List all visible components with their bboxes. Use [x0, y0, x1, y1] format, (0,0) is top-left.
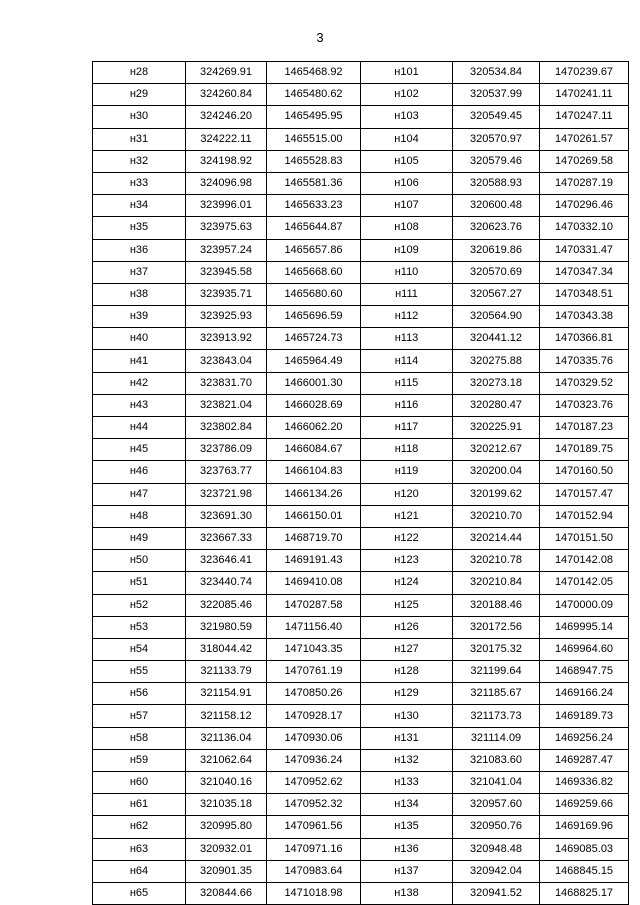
y-coord-right-cell: 1469166.24	[540, 683, 629, 705]
point-id-right-cell: н132	[361, 749, 453, 771]
y-coord-right-cell: 1470296.46	[540, 195, 629, 217]
point-id-left-cell: н41	[93, 350, 186, 372]
point-id-left-cell: н45	[93, 439, 186, 461]
x-coord-left-cell: 323831.70	[186, 372, 267, 394]
x-coord-left-cell: 323821.04	[186, 394, 267, 416]
y-coord-right-cell: 1469259.66	[540, 794, 629, 816]
x-coord-right-cell: 320210.78	[453, 550, 540, 572]
y-coord-left-cell: 1465964.49	[267, 350, 361, 372]
y-coord-left-cell: 1466062.20	[267, 417, 361, 439]
point-id-left-cell: н30	[93, 106, 186, 128]
point-id-right-cell: н125	[361, 594, 453, 616]
x-coord-left-cell: 323945.58	[186, 261, 267, 283]
y-coord-right-cell: 1470269.58	[540, 150, 629, 172]
x-coord-left-cell: 323975.63	[186, 217, 267, 239]
x-coord-left-cell: 323935.71	[186, 283, 267, 305]
page-number: 3	[316, 30, 324, 45]
table-row	[93, 172, 629, 194]
point-id-right-cell: н112	[361, 306, 453, 328]
table-row	[93, 794, 629, 816]
table-row	[93, 527, 629, 549]
x-coord-left-cell: 324260.84	[186, 84, 267, 106]
x-coord-right-cell: 320280.47	[453, 394, 540, 416]
point-id-left-cell: н57	[93, 705, 186, 727]
point-id-right-cell: н106	[361, 172, 453, 194]
y-coord-right-cell: 1470287.19	[540, 172, 629, 194]
table-row	[93, 217, 629, 239]
y-coord-left-cell: 1465515.00	[267, 128, 361, 150]
point-id-left-cell: н54	[93, 638, 186, 660]
point-id-right-cell: н119	[361, 461, 453, 483]
point-id-left-cell: н28	[93, 62, 186, 84]
point-id-right-cell: н121	[361, 505, 453, 527]
table-row	[93, 417, 629, 439]
y-coord-left-cell: 1466150.01	[267, 505, 361, 527]
table-row	[93, 106, 629, 128]
table-row	[93, 239, 629, 261]
table-row	[93, 150, 629, 172]
point-id-left-cell: н63	[93, 838, 186, 860]
point-id-right-cell: н129	[361, 683, 453, 705]
x-coord-right-cell: 320941.52	[453, 882, 540, 904]
y-coord-right-cell: 1470332.10	[540, 217, 629, 239]
table-row	[93, 372, 629, 394]
x-coord-right-cell: 320579.46	[453, 150, 540, 172]
x-coord-right-cell: 320214.44	[453, 527, 540, 549]
y-coord-right-cell: 1469256.24	[540, 727, 629, 749]
y-coord-left-cell: 1465495.95	[267, 106, 361, 128]
x-coord-left-cell: 320901.35	[186, 860, 267, 882]
point-id-left-cell: н52	[93, 594, 186, 616]
x-coord-left-cell: 324096.98	[186, 172, 267, 194]
y-coord-right-cell: 1470142.08	[540, 550, 629, 572]
point-id-left-cell: н61	[93, 794, 186, 816]
point-id-right-cell: н122	[361, 527, 453, 549]
y-coord-right-cell: 1469189.73	[540, 705, 629, 727]
point-id-right-cell: н110	[361, 261, 453, 283]
y-coord-right-cell: 1470323.76	[540, 394, 629, 416]
x-coord-right-cell: 321083.60	[453, 749, 540, 771]
x-coord-left-cell: 321980.59	[186, 616, 267, 638]
x-coord-left-cell: 324246.20	[186, 106, 267, 128]
point-id-left-cell: н46	[93, 461, 186, 483]
x-coord-right-cell: 320600.48	[453, 195, 540, 217]
x-coord-left-cell: 323440.74	[186, 572, 267, 594]
x-coord-left-cell: 323646.41	[186, 550, 267, 572]
x-coord-left-cell: 321133.79	[186, 661, 267, 683]
point-id-right-cell: н135	[361, 816, 453, 838]
y-coord-left-cell: 1465724.73	[267, 328, 361, 350]
point-id-right-cell: н104	[361, 128, 453, 150]
point-id-left-cell: н42	[93, 372, 186, 394]
y-coord-left-cell: 1466028.69	[267, 394, 361, 416]
y-coord-right-cell: 1470366.81	[540, 328, 629, 350]
point-id-right-cell: н105	[361, 150, 453, 172]
x-coord-left-cell: 323843.04	[186, 350, 267, 372]
y-coord-left-cell: 1470287.58	[267, 594, 361, 616]
table-row	[93, 572, 629, 594]
y-coord-left-cell: 1468719.70	[267, 527, 361, 549]
y-coord-right-cell: 1470187.23	[540, 417, 629, 439]
point-id-right-cell: н108	[361, 217, 453, 239]
table-row	[93, 306, 629, 328]
x-coord-right-cell: 321199.64	[453, 661, 540, 683]
point-id-right-cell: н124	[361, 572, 453, 594]
y-coord-right-cell: 1470000.09	[540, 594, 629, 616]
table-row	[93, 594, 629, 616]
point-id-right-cell: н111	[361, 283, 453, 305]
x-coord-left-cell: 324269.91	[186, 62, 267, 84]
x-coord-left-cell: 324222.11	[186, 128, 267, 150]
point-id-left-cell: н38	[93, 283, 186, 305]
x-coord-right-cell: 320275.88	[453, 350, 540, 372]
x-coord-right-cell: 320623.76	[453, 217, 540, 239]
y-coord-right-cell: 1470152.94	[540, 505, 629, 527]
point-id-left-cell: н60	[93, 772, 186, 794]
y-coord-left-cell: 1470961.56	[267, 816, 361, 838]
y-coord-left-cell: 1470928.17	[267, 705, 361, 727]
y-coord-right-cell: 1469287.47	[540, 749, 629, 771]
point-id-left-cell: н49	[93, 527, 186, 549]
table-row	[93, 394, 629, 416]
point-id-left-cell: н55	[93, 661, 186, 683]
point-id-right-cell: н103	[361, 106, 453, 128]
point-id-right-cell: н126	[361, 616, 453, 638]
y-coord-right-cell: 1470247.11	[540, 106, 629, 128]
y-coord-left-cell: 1465657.86	[267, 239, 361, 261]
point-id-left-cell: н34	[93, 195, 186, 217]
x-coord-right-cell: 320188.46	[453, 594, 540, 616]
table-row	[93, 683, 629, 705]
x-coord-right-cell: 320441.12	[453, 328, 540, 350]
y-coord-right-cell: 1470189.75	[540, 439, 629, 461]
point-id-left-cell: н37	[93, 261, 186, 283]
y-coord-left-cell: 1466001.30	[267, 372, 361, 394]
x-coord-right-cell: 320172.56	[453, 616, 540, 638]
point-id-right-cell: н109	[361, 239, 453, 261]
table-row	[93, 128, 629, 150]
y-coord-left-cell: 1465668.60	[267, 261, 361, 283]
y-coord-left-cell: 1469191.43	[267, 550, 361, 572]
table-row	[93, 860, 629, 882]
table-row	[93, 195, 629, 217]
x-coord-left-cell: 318044.42	[186, 638, 267, 660]
y-coord-right-cell: 1470348.51	[540, 283, 629, 305]
y-coord-left-cell: 1466104.83	[267, 461, 361, 483]
point-id-left-cell: н40	[93, 328, 186, 350]
table-row	[93, 350, 629, 372]
table-row	[93, 749, 629, 771]
y-coord-left-cell: 1465480.62	[267, 84, 361, 106]
x-coord-right-cell: 321114.09	[453, 727, 540, 749]
x-coord-right-cell: 320212.67	[453, 439, 540, 461]
table-row	[93, 483, 629, 505]
table-row	[93, 84, 629, 106]
table-row	[93, 638, 629, 660]
point-id-left-cell: н44	[93, 417, 186, 439]
point-id-left-cell: н29	[93, 84, 186, 106]
x-coord-right-cell: 320567.27	[453, 283, 540, 305]
y-coord-left-cell: 1465680.60	[267, 283, 361, 305]
point-id-right-cell: н133	[361, 772, 453, 794]
x-coord-left-cell: 320844.66	[186, 882, 267, 904]
y-coord-right-cell: 1468825.17	[540, 882, 629, 904]
table-row	[93, 816, 629, 838]
point-id-right-cell: н120	[361, 483, 453, 505]
y-coord-left-cell: 1465468.92	[267, 62, 361, 84]
point-id-left-cell: н32	[93, 150, 186, 172]
x-coord-right-cell: 321173.73	[453, 705, 540, 727]
x-coord-left-cell: 323721.98	[186, 483, 267, 505]
y-coord-right-cell: 1470343.38	[540, 306, 629, 328]
point-id-right-cell: н137	[361, 860, 453, 882]
point-id-left-cell: н53	[93, 616, 186, 638]
x-coord-left-cell: 321154.91	[186, 683, 267, 705]
x-coord-right-cell: 320273.18	[453, 372, 540, 394]
y-coord-right-cell: 1470241.11	[540, 84, 629, 106]
x-coord-left-cell: 323925.93	[186, 306, 267, 328]
y-coord-right-cell: 1468947.75	[540, 661, 629, 683]
y-coord-left-cell: 1470930.06	[267, 727, 361, 749]
point-id-right-cell: н117	[361, 417, 453, 439]
table-row	[93, 283, 629, 305]
point-id-left-cell: н56	[93, 683, 186, 705]
y-coord-right-cell: 1470160.50	[540, 461, 629, 483]
table-row	[93, 261, 629, 283]
x-coord-right-cell: 321041.04	[453, 772, 540, 794]
y-coord-left-cell: 1465581.36	[267, 172, 361, 194]
point-id-left-cell: н50	[93, 550, 186, 572]
point-id-right-cell: н136	[361, 838, 453, 860]
point-id-right-cell: н115	[361, 372, 453, 394]
y-coord-left-cell: 1465528.83	[267, 150, 361, 172]
x-coord-right-cell: 320942.04	[453, 860, 540, 882]
x-coord-right-cell: 320199.62	[453, 483, 540, 505]
table-row	[93, 461, 629, 483]
y-coord-left-cell: 1471043.35	[267, 638, 361, 660]
x-coord-left-cell: 320995.80	[186, 816, 267, 838]
y-coord-right-cell: 1470347.34	[540, 261, 629, 283]
x-coord-left-cell: 323667.33	[186, 527, 267, 549]
point-id-left-cell: н31	[93, 128, 186, 150]
y-coord-left-cell: 1470983.64	[267, 860, 361, 882]
point-id-right-cell: н107	[361, 195, 453, 217]
x-coord-right-cell: 320957.60	[453, 794, 540, 816]
x-coord-left-cell: 323913.92	[186, 328, 267, 350]
point-id-right-cell: н102	[361, 84, 453, 106]
y-coord-left-cell: 1469410.08	[267, 572, 361, 594]
y-coord-left-cell: 1470952.62	[267, 772, 361, 794]
point-id-left-cell: н64	[93, 860, 186, 882]
y-coord-right-cell: 1470239.67	[540, 62, 629, 84]
table-row	[93, 772, 629, 794]
x-coord-left-cell: 321062.64	[186, 749, 267, 771]
x-coord-right-cell: 320588.93	[453, 172, 540, 194]
point-id-left-cell: н36	[93, 239, 186, 261]
point-id-left-cell: н33	[93, 172, 186, 194]
x-coord-left-cell: 320932.01	[186, 838, 267, 860]
table-row	[93, 328, 629, 350]
x-coord-left-cell: 323786.09	[186, 439, 267, 461]
y-coord-left-cell: 1466134.26	[267, 483, 361, 505]
y-coord-right-cell: 1469085.03	[540, 838, 629, 860]
point-id-right-cell: н130	[361, 705, 453, 727]
x-coord-right-cell: 320210.84	[453, 572, 540, 594]
y-coord-right-cell: 1470261.57	[540, 128, 629, 150]
y-coord-left-cell: 1470952.32	[267, 794, 361, 816]
x-coord-right-cell: 320570.69	[453, 261, 540, 283]
table-row	[93, 661, 629, 683]
x-coord-right-cell: 320537.99	[453, 84, 540, 106]
table-row	[93, 439, 629, 461]
y-coord-right-cell: 1468845.15	[540, 860, 629, 882]
point-id-right-cell: н113	[361, 328, 453, 350]
x-coord-right-cell: 320549.45	[453, 106, 540, 128]
table-row	[93, 882, 629, 904]
point-id-left-cell: н39	[93, 306, 186, 328]
point-id-left-cell: н62	[93, 816, 186, 838]
table-row	[93, 62, 629, 84]
x-coord-left-cell: 321040.16	[186, 772, 267, 794]
y-coord-right-cell: 1470329.52	[540, 372, 629, 394]
y-coord-left-cell: 1471018.98	[267, 882, 361, 904]
point-id-right-cell: н114	[361, 350, 453, 372]
y-coord-right-cell: 1470157.47	[540, 483, 629, 505]
table-row	[93, 616, 629, 638]
x-coord-right-cell: 320950.76	[453, 816, 540, 838]
x-coord-left-cell: 321136.04	[186, 727, 267, 749]
y-coord-left-cell: 1471156.40	[267, 616, 361, 638]
x-coord-right-cell: 320175.32	[453, 638, 540, 660]
point-id-right-cell: н127	[361, 638, 453, 660]
x-coord-left-cell: 323691.30	[186, 505, 267, 527]
x-coord-right-cell: 320225.91	[453, 417, 540, 439]
x-coord-right-cell: 320200.04	[453, 461, 540, 483]
x-coord-left-cell: 323957.24	[186, 239, 267, 261]
x-coord-left-cell: 324198.92	[186, 150, 267, 172]
x-coord-right-cell: 320619.86	[453, 239, 540, 261]
table-row	[93, 838, 629, 860]
y-coord-left-cell: 1465633.23	[267, 195, 361, 217]
point-id-left-cell: н51	[93, 572, 186, 594]
x-coord-left-cell: 323996.01	[186, 195, 267, 217]
point-id-right-cell: н138	[361, 882, 453, 904]
point-id-right-cell: н128	[361, 661, 453, 683]
x-coord-right-cell: 320564.90	[453, 306, 540, 328]
x-coord-left-cell: 321035.18	[186, 794, 267, 816]
point-id-left-cell: н58	[93, 727, 186, 749]
y-coord-left-cell: 1465644.87	[267, 217, 361, 239]
x-coord-right-cell: 320948.48	[453, 838, 540, 860]
y-coord-left-cell: 1466084.67	[267, 439, 361, 461]
y-coord-right-cell: 1469169.96	[540, 816, 629, 838]
x-coord-left-cell: 322085.46	[186, 594, 267, 616]
y-coord-right-cell: 1470142.05	[540, 572, 629, 594]
x-coord-left-cell: 323763.77	[186, 461, 267, 483]
table-row	[93, 727, 629, 749]
point-id-right-cell: н131	[361, 727, 453, 749]
point-id-left-cell: н59	[93, 749, 186, 771]
y-coord-right-cell: 1469336.82	[540, 772, 629, 794]
x-coord-right-cell: 321185.67	[453, 683, 540, 705]
x-coord-left-cell: 323802.84	[186, 417, 267, 439]
y-coord-left-cell: 1470971.16	[267, 838, 361, 860]
point-id-left-cell: н43	[93, 394, 186, 416]
y-coord-right-cell: 1470335.76	[540, 350, 629, 372]
point-id-left-cell: н65	[93, 882, 186, 904]
y-coord-left-cell: 1470761.19	[267, 661, 361, 683]
coordinates-table	[92, 61, 629, 905]
point-id-right-cell: н134	[361, 794, 453, 816]
point-id-right-cell: н123	[361, 550, 453, 572]
y-coord-left-cell: 1470850.26	[267, 683, 361, 705]
y-coord-right-cell: 1470331.47	[540, 239, 629, 261]
point-id-left-cell: н48	[93, 505, 186, 527]
x-coord-left-cell: 321158.12	[186, 705, 267, 727]
x-coord-right-cell: 320570.97	[453, 128, 540, 150]
table-row	[93, 550, 629, 572]
table-row	[93, 505, 629, 527]
point-id-right-cell: н101	[361, 62, 453, 84]
y-coord-right-cell: 1469995.14	[540, 616, 629, 638]
point-id-left-cell: н35	[93, 217, 186, 239]
table-row	[93, 705, 629, 727]
y-coord-right-cell: 1469964.60	[540, 638, 629, 660]
y-coord-right-cell: 1470151.50	[540, 527, 629, 549]
point-id-right-cell: н116	[361, 394, 453, 416]
point-id-right-cell: н118	[361, 439, 453, 461]
x-coord-right-cell: 320534.84	[453, 62, 540, 84]
point-id-left-cell: н47	[93, 483, 186, 505]
x-coord-right-cell: 320210.70	[453, 505, 540, 527]
y-coord-left-cell: 1465696.59	[267, 306, 361, 328]
y-coord-left-cell: 1470936.24	[267, 749, 361, 771]
